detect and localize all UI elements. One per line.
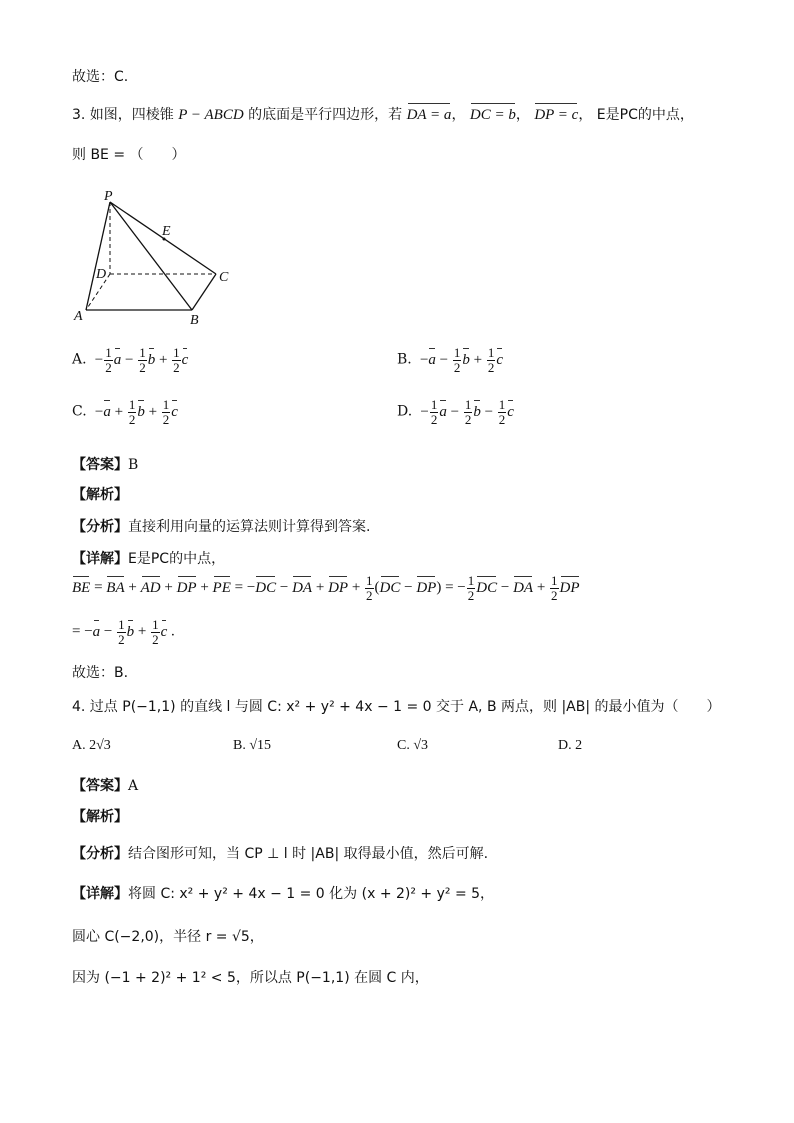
q3-option-d: D. − $\frac{1}{2}$ a − $\frac{1}{2}$ b − $\frac{1}{2}$ c xyxy=(397,397,514,427)
q4-option-a: A. 2√3 xyxy=(72,738,111,753)
label-b: B xyxy=(190,313,199,328)
q4-answer: 【答案】A xyxy=(72,778,139,794)
q4-xiangjie: 【详解】将圆 C: x² + y² + 4x − 1 = 0 化为 (x + 2)² + y² = 5， xyxy=(72,886,495,902)
q3-option-b: B. −a − $\frac{1}{2}$ b + $\frac{1}{2}$ c xyxy=(397,345,504,375)
label-d: D xyxy=(96,267,107,282)
q3-midpoint-note: E是PC的中点， xyxy=(596,107,694,123)
q3-vector-dp: DP = c xyxy=(534,107,579,123)
q3-stem-prefix: 3. 如图，四棱锥 xyxy=(72,107,174,123)
q4-option-b: B. √15 xyxy=(233,738,272,753)
q3-stem-middle: 的底面是平行四边形，若 xyxy=(248,107,403,123)
q4-fenxi: 【分析】结合图形可知，当 CP ⊥ l 时 |AB| 取得最小值，然后可解. xyxy=(72,846,489,862)
q3-vector-da: DA = a xyxy=(406,107,452,123)
q3-vector-dc: DC = b xyxy=(469,107,516,123)
q3-jiexi: 【解析】 xyxy=(72,487,128,503)
question-4-stem: 4. 过点 P(−1,1) 的直线 l 与圆 C: x² + y² + 4x − 1 = 0 交于 A, B 两点，则 |AB| 的最小值为（ ） xyxy=(72,699,721,715)
q4-jiexi: 【解析】 xyxy=(72,809,128,825)
q3-xiangjie: 【详解】E是PC的中点， xyxy=(72,551,226,567)
q3-pyramid-name: P − ABCD xyxy=(178,107,244,123)
answer-choice-b: 故选：B. xyxy=(72,665,129,681)
q3-answer: 【答案】B xyxy=(72,457,139,473)
question-3-stem: 3. 如图，四棱锥 P − ABCD 的底面是平行四边形，若 DA = a， DC = b， DP = c， E是PC的中点， xyxy=(72,107,694,123)
q3-derivation-1: BE = BA + AD + DP + PE = −DC − DA + DP + $\frac{1}{2}$ (DC − DP) = − $\frac{1}{2}$ DC − DA + $\frac{1}{2}$ DP xyxy=(72,573,580,603)
q4-option-d: D. 2 xyxy=(558,738,583,753)
q4-option-c: C. √3 xyxy=(397,738,429,753)
label-e: E xyxy=(162,224,171,239)
label-p: P xyxy=(104,189,113,204)
q3-derivation-2: = −a − $\frac{1}{2}$ b + $\frac{1}{2}$ c . xyxy=(72,617,175,647)
label-c: C xyxy=(219,270,229,285)
q4-point-inside: 因为 (−1 + 2)² + 1² < 5，所以点 P(−1,1) 在圆 C 内， xyxy=(72,970,429,986)
label-a: A xyxy=(74,309,83,324)
q4-center-radius: 圆心 C(−2,0)，半径 r = √5， xyxy=(72,929,264,945)
answer-choice-c: 故选：C. xyxy=(72,69,129,85)
question-3-ask: 则 BE = （ ） xyxy=(72,147,186,163)
q3-option-c: C. −a + $\frac{1}{2}$ b + $\frac{1}{2}$ c xyxy=(72,397,178,427)
pyramid-figure xyxy=(72,188,242,328)
q3-option-a: A. − $\frac{1}{2}$ a − $\frac{1}{2}$ b + $\frac{1}{2}$ c xyxy=(72,345,189,375)
q3-fenxi: 【分析】直接利用向量的运算法则计算得到答案. xyxy=(72,519,371,535)
